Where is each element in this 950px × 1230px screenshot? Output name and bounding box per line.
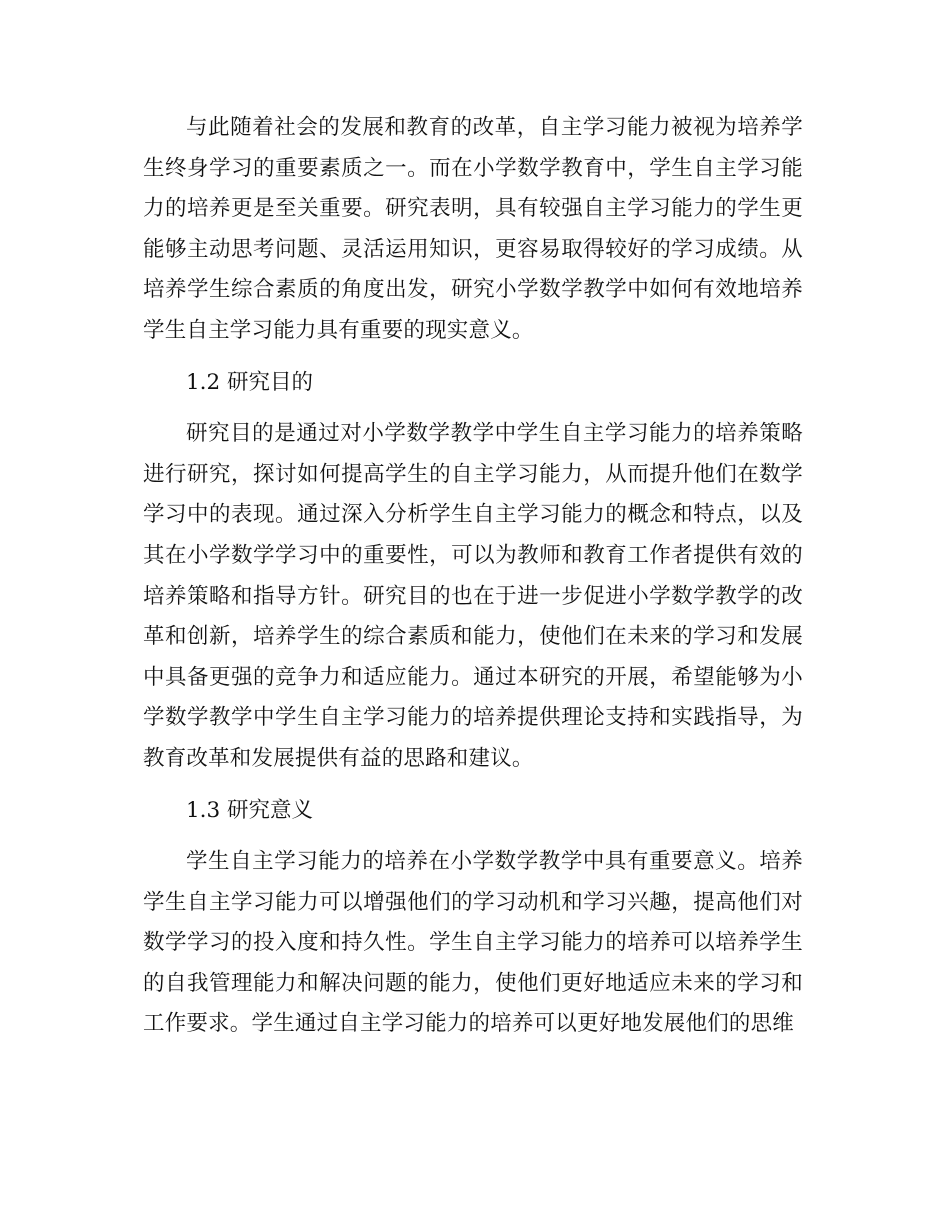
paragraph-gap (143, 403, 803, 414)
paragraph-gap (143, 780, 803, 791)
paragraph-research-purpose: 研究目的是通过对小学数学教学中学生自主学习能力的培养策略进行研究，探讨如何提高学生的自主学习能力，从而提升他们在数学学习中的表现。通过深入分析学生自主学习能力的概念和特点，以及其在小学数学学习中的重要性，可以为教师和教育工作者提供有效的培养策略和指导方针。研究目的也在于进一步促进小学数学教学的改革和创新，培养学生的综合素质和能力，使他们在未来的学习和发展中具备更强的竞争力和适应能力。通过本研究的开展，希望能够为小学数学教学中学生自主学习能力的培养提供理论支持和实践指导，为教育改革和发展提供有益的思路和建议。 (143, 421, 803, 771)
paragraph-gap (143, 831, 803, 842)
section-heading-1-2: 1.2 研究目的 (186, 369, 314, 395)
paragraph-background: 与此随着社会的发展和教育的改革，自主学习能力被视为培养学生终身学习的重要素质之一。而在小学数学教育中，学生自主学习能力的培养更是至关重要。研究表明，具有较强自主学习能力的学生更能够主动思考问题、灵活运用知识，更容易取得较好的学习成绩。从培养学生综合素质的角度出发，研究小学数学教学中如何有效地培养学生自主学习能力具有重要的现实意义。 (143, 115, 803, 343)
paragraph-gap (143, 352, 803, 363)
document-page (143, 108, 803, 1045)
section-heading-1-3: 1.3 研究意义 (186, 797, 314, 823)
paragraph-research-significance: 学生自主学习能力的培养在小学数学教学中具有重要意义。培养学生自主学习能力可以增强他们的学习动机和学习兴趣，提高他们对数学学习的投入度和持久性。学生自主学习能力的培养可以培养学生的自我管理能力和解决问题的能力，使他们更好地适应未来的学习和工作要求。学生通过自主学习能力的培养可以更好地发展他们的思维 (143, 849, 803, 1037)
